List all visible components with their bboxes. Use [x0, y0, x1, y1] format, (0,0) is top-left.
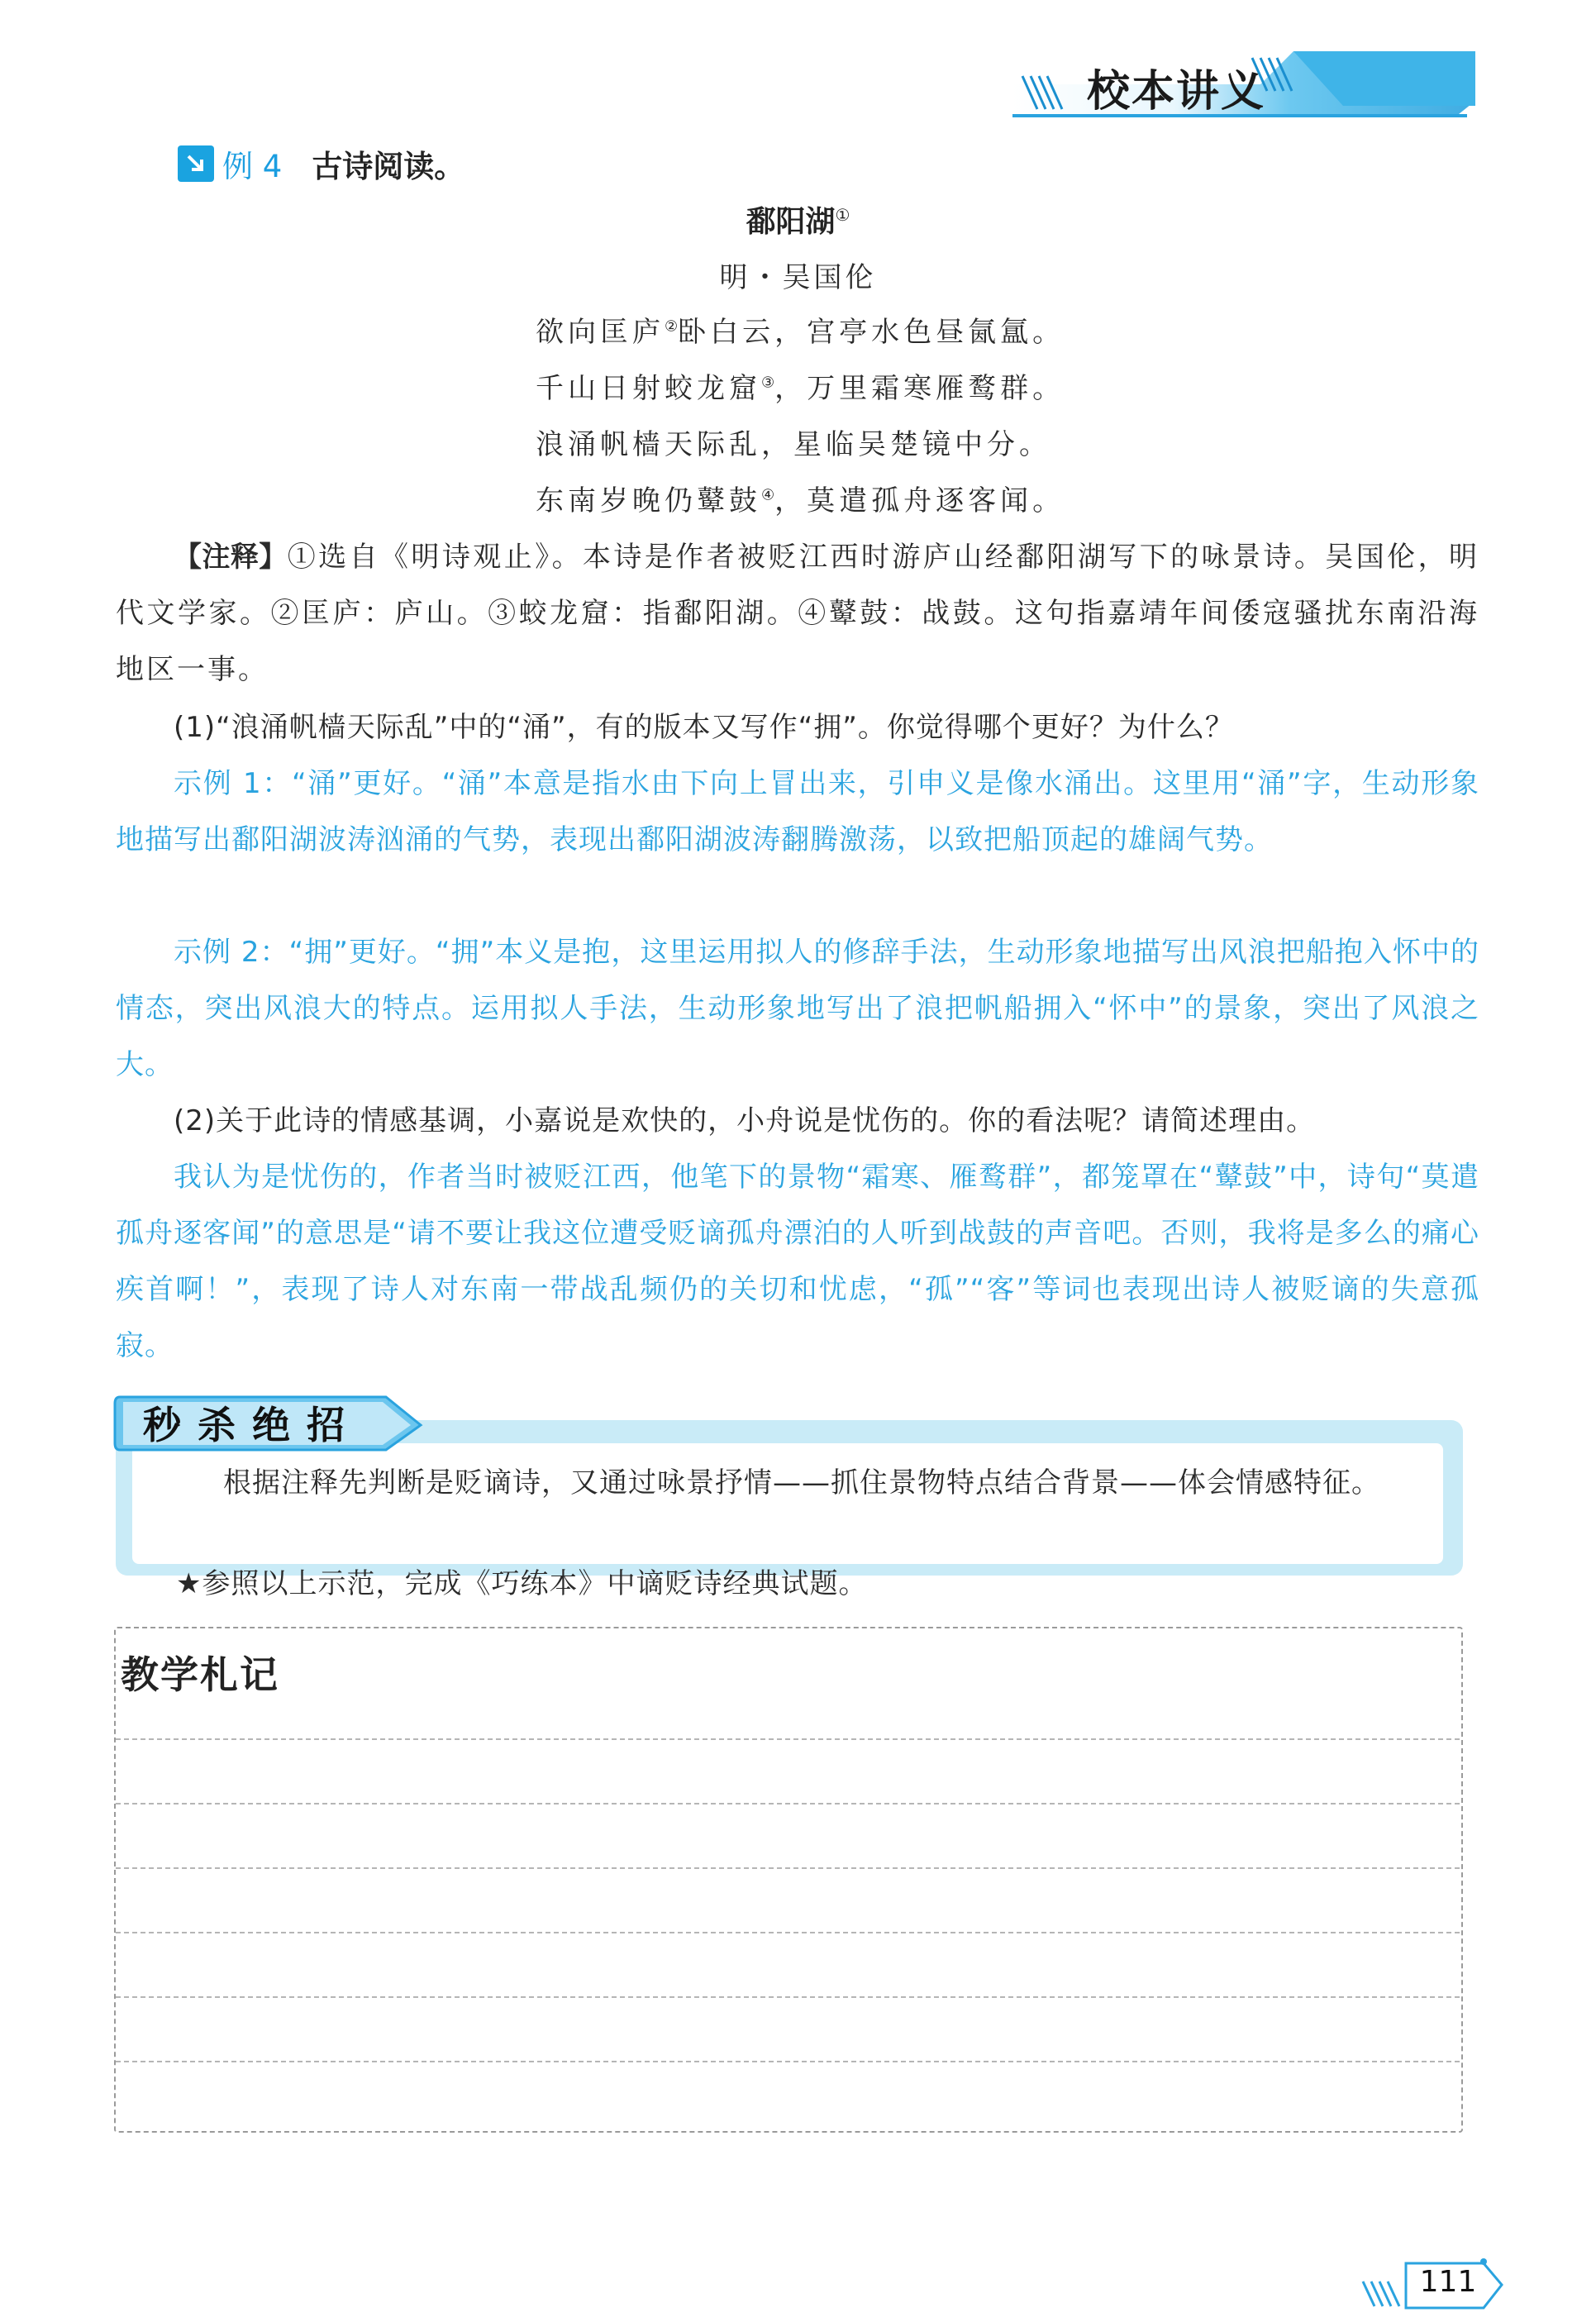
notes-ruled-line	[116, 1932, 1460, 1933]
poem-line: 千山日射蛟龙窟③，万里霜寒雁鹜群。	[536, 372, 1065, 405]
header-banner	[1012, 51, 1475, 121]
poem-title	[0, 198, 1596, 241]
notes-ruled-line	[116, 2061, 1460, 2062]
answer-question-2: 我认为是忧伤的，作者当时被贬江西，他笔下的景物“霜寒、雁鹜群”，都笼罩在“鼙鼓”中，诗句“莫遣孤舟逐客闻”的意思是“请不要让我这位遭受贬谪孤舟漂泊的人听到战鼓的声音吧。否则，我将是多么的痛心疾首啊！”，表现了诗人对东南一带战乱频仍的关切和忧虑，“孤”“客”等词也表现出诗人被贬谪的失意孤寂。	[116, 1161, 1479, 1362]
notes-ruled-line	[116, 1738, 1460, 1740]
example-label: 例 4	[222, 149, 283, 184]
question-2: (2)关于此诗的情感基调，小嘉说是欢快的，小舟说是忧伤的。你的看法呢？请简述理由。	[174, 1104, 1316, 1137]
poem-author: 明・吴国伦	[719, 261, 877, 294]
arrow-down-right-icon	[178, 145, 214, 182]
answer-example-2: 示例 2：“拥”更好。“拥”本义是抱，这里运用拟人的修辞手法，生动形象地描写出风浪把船抱入怀中的情态，突出风浪大的特点。运用拟人手法，生动形象地写出了浪把帆船拥入“怀中”的景象，突出了风浪之大。	[116, 936, 1479, 1081]
tip-tab-label: 秒杀绝招	[143, 1403, 361, 1447]
teaching-notes-box	[114, 1627, 1463, 2133]
poem-line: 浪涌帆樯天际乱，星临吴楚镜中分。	[536, 428, 1051, 461]
page-number: 111	[1419, 2265, 1477, 2299]
annotation-paragraph	[116, 529, 1479, 698]
tip-text: 根据注释先判断是贬谪诗，又通过咏景抒情——抓住景物特点结合背景——体会情感特征。	[223, 1466, 1380, 1499]
page-number-badge	[1360, 2257, 1508, 2311]
poem-title-text: 鄱阳湖	[746, 205, 836, 239]
annotation-label: 【注释】	[174, 541, 288, 574]
poem-line: 东南岁晚仍鼙鼓④，莫遣孤舟逐客闻。	[536, 484, 1065, 517]
poem-line: 欲向匡庐②卧白云，宫亭水色昼氤氲。	[536, 316, 1065, 349]
notes-ruled-line	[116, 1803, 1460, 1804]
annotation-text: ①选自《明诗观止》。本诗是作者被贬江西时游庐山经鄱阳湖写下的咏景诗。吴国伦，明代文学家。②匡庐：庐山。③蛟龙窟：指鄱阳湖。④鼙鼓：战鼓。这句指嘉靖年间倭寇骚扰东南沿海地区一事。	[116, 541, 1480, 686]
footnote-mark: ①	[835, 205, 850, 225]
example-title: 古诗阅读。	[312, 149, 465, 184]
instruction-line: ★参照以上示范，完成《巧练本》中谪贬诗经典试题。	[176, 1567, 868, 1600]
answer-example-1: 示例 1：“涌”更好。“涌”本意是指水由下向上冒出来，引申义是像水涌出。这里用“涌”字，生动形象地描写出鄱阳湖波涛汹涌的气势，表现出鄱阳湖波涛翻腾激荡，以致把船顶起的雄阔气势。	[116, 767, 1479, 856]
notes-ruled-line	[116, 1996, 1460, 1998]
notes-ruled-line	[116, 1867, 1460, 1869]
header-title: 校本讲义	[1087, 67, 1266, 117]
example-heading	[178, 139, 465, 188]
teaching-notes-title: 教学札记	[121, 1652, 279, 1697]
question-1: (1)“浪涌帆樯天际乱”中的“涌”，有的版本又写作“拥”。你觉得哪个更好？为什么？	[174, 711, 1234, 744]
tip-tab	[113, 1392, 427, 1456]
